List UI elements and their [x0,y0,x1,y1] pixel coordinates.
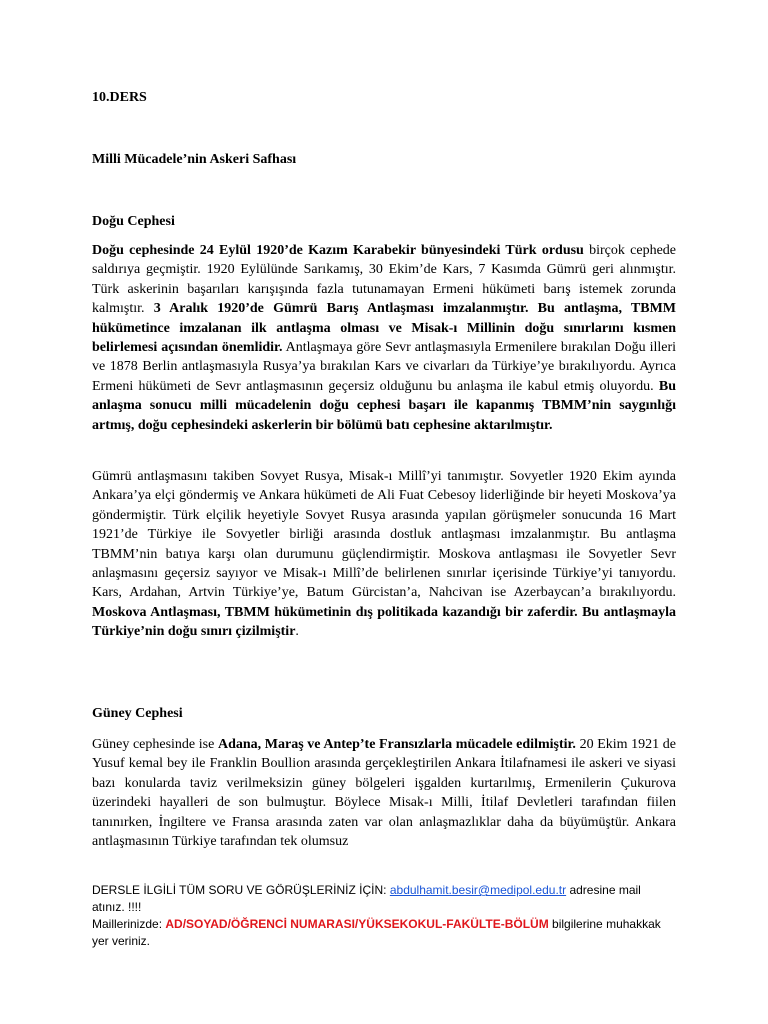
footer-instruction: Maillerinizde: [92,917,166,931]
south-front-paragraph-1 [92,735,676,851]
text-run: . [295,624,299,640]
footer-line-2 [92,916,676,950]
section-title: Milli Mücadele’nin Askeri Safhası [92,152,297,167]
text-run: Doğu cephesinde 24 Eylül 1920’de Kazım Karabekir bünyesindeki Türk ordusu [92,243,584,258]
text-run: Gümrü antlaşmasını takiben Sovyet Rusya, Misak-ı Millî’yi tanımıştır. Sovyetler 1920 Ekim ayında Ankara’ya elçi göndermiş ve Ankara hükümeti de Ali Fuat Cebesoy liderliğinde bir heyeti Moskova’ya göndermiştir. Türk elçilik heyetiyle Sovyet Rusya arasında yapılan görüşmeler sonucunda 16 Mart 1921’de Türkiye ile Sovyetler birliği arasında dostluk antlaşması imzalanmıştır. Bu antlaşma TBMM’nin batıya karşı olan durumunu güçlendirmiştir. Moskova antlaşması ile Sovyetler Sevr anlaşmasını geçersiz sayıyor ve Misak-ı Millî’de belirlenen sınırlar içerisinde Türkiye’yi tanıyordu. Kars, Ardahan, Artvin Türkiye’ye, Batum Gürcistan’a, Nahcivan ise Azerbaycan’a bırakılıyordu. [92,469,676,601]
email-link[interactable]: abdulhamit.besir@medipol.edu.tr [389,883,567,897]
required-fields: AD/SOYAD/ÖĞRENCİ NUMARASI/YÜKSEKOKUL-FAKÜLTE-BÖLÜM [165,917,549,931]
lesson-title: 10.DERS [92,90,147,105]
footer-suffix: adresine mail atınız. !!!! [92,883,641,914]
east-front-paragraph-1 [92,241,676,435]
south-front-heading: Güney Cephesi [92,706,183,721]
contact-footer [92,882,676,950]
text-run: Moskova Antlaşması, TBMM hükümetinin dış politikada kazandığı bir zaferdir. Bu antlaşmayla Türkiye’nin doğu sınırı çizilmiştir [92,604,676,640]
text-run: birçok cephede saldırıya geçmiştir. 1920 Eylülünde Sarıkamış, 30 Ekim’de Kars, 7 Kasımda Gümrü geri alınmıştır. Türk askerinin başarıları karışışında fazla tutunamayan Ermeni hükümeti barış istemek zorunda kalmıştır. [92,243,676,317]
text-run: 20 Ekim 1921 de Yusuf kemal bey ile Franklin Boullion arasında gerçekleştirilen Ankara İtilafnamesi ile askeri ve siyasi bazı konularda taviz verilmeksizin güney bölgeleri işgalden kurtarılmış, Ermenilerin Çukurova üzerindeki hayalleri de son bulmuştur. Böylece Misak-ı Milli, İtilaf Devletleri tarafından fiilen tanınırken, İngiltere ve Fransa arasında zaten var olan anlaşmazlıklar daha da büyümüştür. Ankara antlaşmasının Türkiye tarafından tek olumsuz [92,737,676,850]
text-run: Bu anlaşma sonucu milli mücadelenin doğu cephesi başarı ile kapanmış TBMM’nin saygınlığı artmış, doğu cephesindeki askerlerin bir bölümü batı cephesine aktarılmıştır. [92,378,676,433]
footer-prefix: DERSLE İLGİLİ TÜM SORU VE GÖRÜŞLERİNİZ İÇİN: [92,883,390,897]
text-run: Antlaşmaya göre Sevr antlaşmasıyla Ermenilere bırakılan Doğu illeri ve 1878 Berlin antlaşmasıyla Rusya’ya bırakılan Kars ve civarları da Türkiye’ye bırakılıyordu. Ayrıca Ermeni hükümeti de Sevr antlaşmasının geçersiz olduğunu bu anlaşma ile kabul etmiş oluyordu. [92,340,677,394]
footer-instruction-end: bilgilerine muhakkak yer veriniz. [92,917,661,948]
text-run: Adana, Maraş ve Antep’te Fransızlarla mücadele edilmiştir. [217,737,576,752]
text-run: 3 Aralık 1920’de Gümrü Barış Antlaşması imzalanmıştır. Bu antlaşma, TBMM hükümetince imzalanan ilk antlaşma olması ve Misak-ı Millinin doğu sınırlarını kısmen belirlemesi açısından önemlidir. [92,301,676,356]
text-run: Güney cephesinde ise [92,737,218,752]
east-front-paragraph-2 [92,467,676,642]
east-front-heading: Doğu Cephesi [92,214,175,229]
footer-line-1 [92,882,676,916]
